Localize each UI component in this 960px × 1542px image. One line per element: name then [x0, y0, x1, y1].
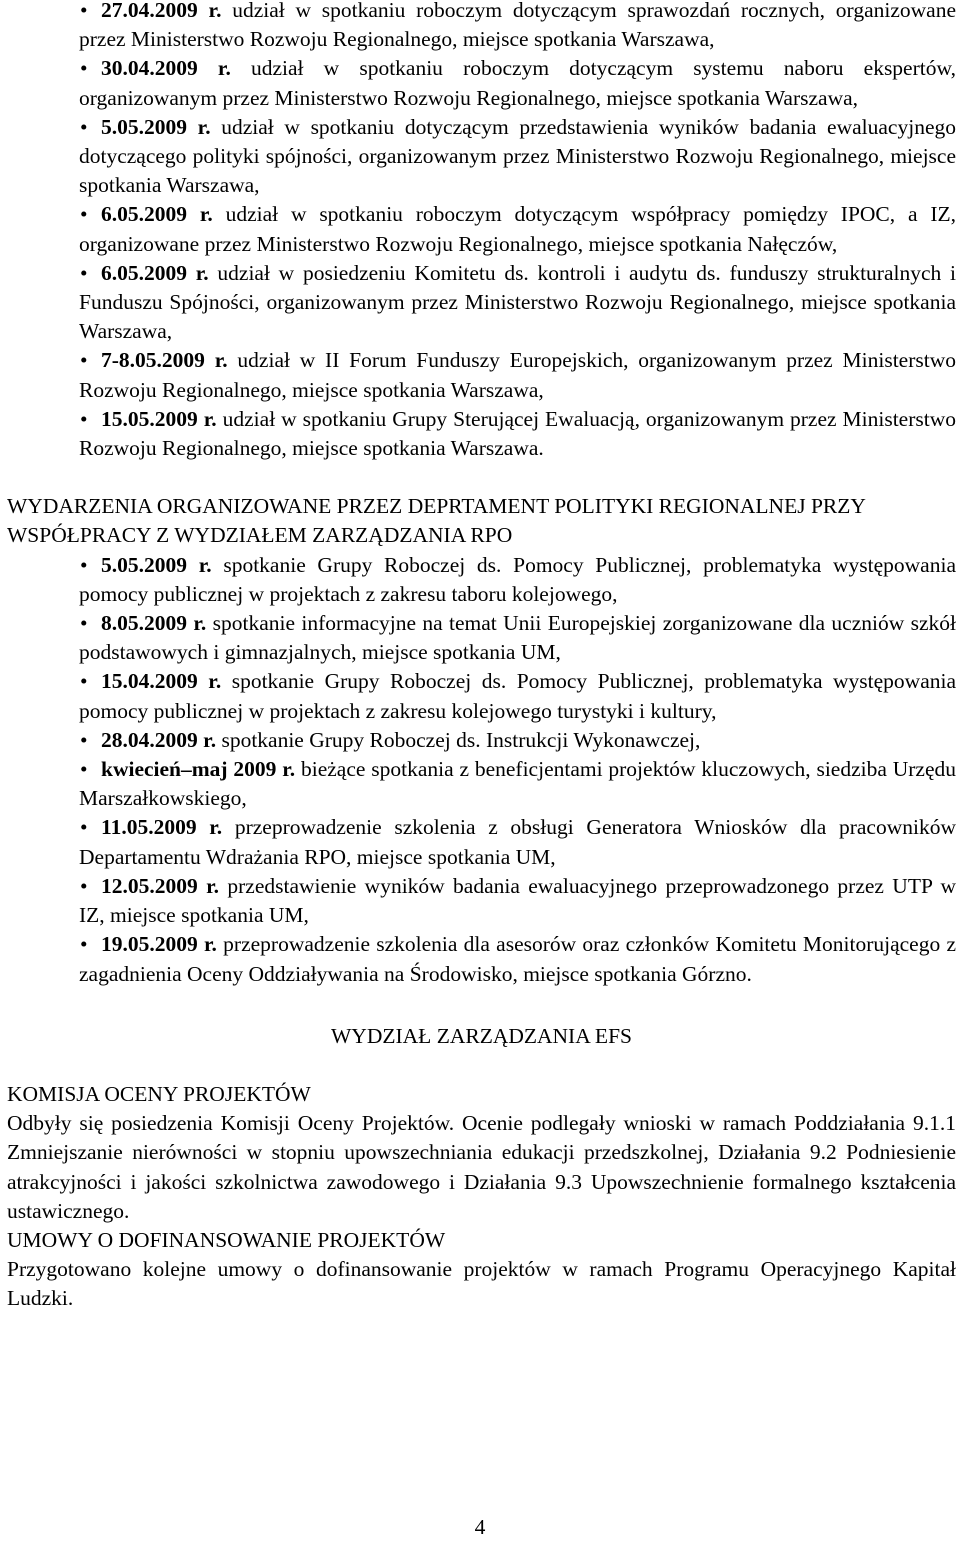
list-item	[7, 113, 956, 201]
item-date: 27.04.2009 r.	[101, 0, 222, 22]
item-text: udział w spotkaniu Grupy Sterującej Ewaluacją, organizowanym przez Ministerstwo Rozwoju Regionalnego, miejsce spotkania Warszawa.	[79, 406, 956, 461]
list-item	[7, 54, 956, 112]
item-date: 6.05.2009 r.	[101, 202, 213, 227]
list-item	[7, 0, 956, 54]
item-text: spotkanie Grupy Roboczej ds. Pomocy Publicznej, problematyka występowania pomocy publicznej w projektach z zakresu kolejowego turystyki i kultury,	[79, 669, 957, 723]
events-list	[7, 551, 956, 989]
list-item	[7, 813, 956, 871]
list-item	[7, 405, 956, 463]
paragraph-funding-agreements: Przygotowano kolejne umowy o dofinansowanie projektów w ramach Programu Operacyjnego Kapitał Ludzki.	[7, 1257, 956, 1311]
list-item	[7, 609, 956, 667]
item-date: 11.05.2009 r.	[101, 815, 223, 840]
item-text: udział w posiedzeniu Komitetu ds. kontroli i audytu ds. funduszy strukturalnych i Funduszu Spójności, organizowanym przez Ministerstwo Rozwoju Regionalnego, miejsce spotkania Warszawa,	[79, 260, 956, 344]
item-date: 15.05.2009 r.	[101, 406, 217, 431]
item-text: udział w II Forum Funduszy Europejskich, organizowanym przez Ministerstwo Rozwoju Regionalnego, miejsce spotkania Warszawa,	[79, 348, 956, 402]
item-date: 12.05.2009 r.	[101, 873, 220, 898]
item-text: udział w spotkaniu dotyczącym przedstawienia wyników badania ewaluacyjnego dotyczącego polityki spójności, organizowanym przez Ministerstwo Rozwoju Regionalnego, miejsce spotkania Warszawa,	[79, 114, 956, 198]
item-text: spotkanie informacyjne na temat Unii Europejskiej zorganizowane dla uczniów szkół podstawowych i gimnazjalnych, miejsce spotkania UM,	[79, 611, 956, 665]
item-text: bieżące spotkania z beneficjentami projektów kluczowych, siedziba Urzędu Marszałkowskiego,	[79, 757, 956, 811]
paragraph-project-evaluation: Odbyły się posiedzenia Komisji Oceny Projektów. Ocenie podlegały wnioski w ramach Poddziałania 9.1.1 Zmniejszanie nierówności w stopniu upowszechniania edukacji przedszkolnej, Działania 9.2 Podniesienie atrakcyjności i jakości szkolnictwa zawodowego i Działania 9.3 Upowszechnienie formalnego kształcenia ustawicznego.	[7, 1111, 956, 1223]
list-item	[7, 667, 956, 725]
item-text: przedstawienie wyników badania ewaluacyjnego przeprowadzonego przez UTP w IZ, miejsce spotkania UM,	[79, 873, 956, 928]
list-item	[7, 259, 956, 347]
list-item	[7, 200, 956, 258]
list-item	[7, 872, 956, 930]
subheading-project-evaluation: KOMISJA OCENY PROJEKTÓW	[7, 1081, 311, 1106]
item-date: 7-8.05.2009 r.	[101, 348, 228, 373]
section-heading-efs: WYDZIAŁ ZARZĄDZANIA EFS	[331, 1023, 632, 1048]
document-page	[7, 0, 956, 1314]
list-item	[7, 726, 956, 755]
item-date: 6.05.2009 r.	[101, 260, 209, 285]
section-heading-events: WYDARZENIA ORGANIZOWANE PRZEZ DEPRTAMENT POLITYKI REGIONALNEJ PRZY WSPÓŁPRACY Z WYDZIAŁEM ZARZĄDZANIA RPO	[7, 494, 866, 548]
list-item	[7, 755, 956, 813]
item-date: 15.04.2009 r.	[101, 669, 222, 694]
item-text: przeprowadzenie szkolenia dla asesorów oraz członków Komitetu Monitorującego z zagadnienia Oceny Oddziaływania na Środowisko, miejsce spotkania Górzno.	[79, 932, 956, 986]
list-item	[7, 551, 956, 609]
list-item	[7, 930, 956, 988]
item-date: 30.04.2009 r.	[101, 56, 231, 81]
subheading-funding-agreements: UMOWY O DOFINANSOWANIE PROJEKTÓW	[7, 1227, 446, 1252]
item-text: udział w spotkaniu roboczym dotyczącym systemu naboru ekspertów, organizowanym przez Ministerstwo Rozwoju Regionalnego, miejsce spotkania Warszawa,	[79, 56, 956, 110]
page-number: 4	[474, 1515, 486, 1539]
item-date: 5.05.2009 r.	[101, 552, 212, 577]
item-text: spotkanie Grupy Roboczej ds. Instrukcji Wykonawczej,	[216, 727, 701, 752]
item-date: 28.04.2009 r.	[101, 727, 217, 752]
item-text: udział w spotkaniu roboczym dotyczącym współpracy pomiędzy IPOC, a IZ, organizowane przez Ministerstwo Rozwoju Regionalnego, miejsce spotkania Nałęczów,	[79, 202, 956, 256]
item-text: spotkanie Grupy Roboczej ds. Pomocy Publicznej, problematyka występowania pomocy publicznej w projektach z zakresu taboru kolejowego,	[79, 552, 956, 606]
meetings-list	[7, 0, 956, 463]
item-date: 5.05.2009 r.	[101, 114, 211, 139]
item-date: kwiecień–maj 2009 r.	[101, 757, 296, 782]
item-date: 19.05.2009 r.	[101, 932, 217, 957]
item-text: udział w spotkaniu roboczym dotyczącym sprawozdań rocznych, organizowane przez Ministerstwo Rozwoju Regionalnego, miejsce spotkania Warszawa,	[79, 0, 956, 52]
list-item	[7, 346, 956, 404]
item-text: przeprowadzenie szkolenia z obsługi Generatora Wniosków dla pracowników Departamentu Wdrażania RPO, miejsce spotkania UM,	[79, 815, 956, 869]
item-date: 8.05.2009 r.	[101, 611, 207, 636]
